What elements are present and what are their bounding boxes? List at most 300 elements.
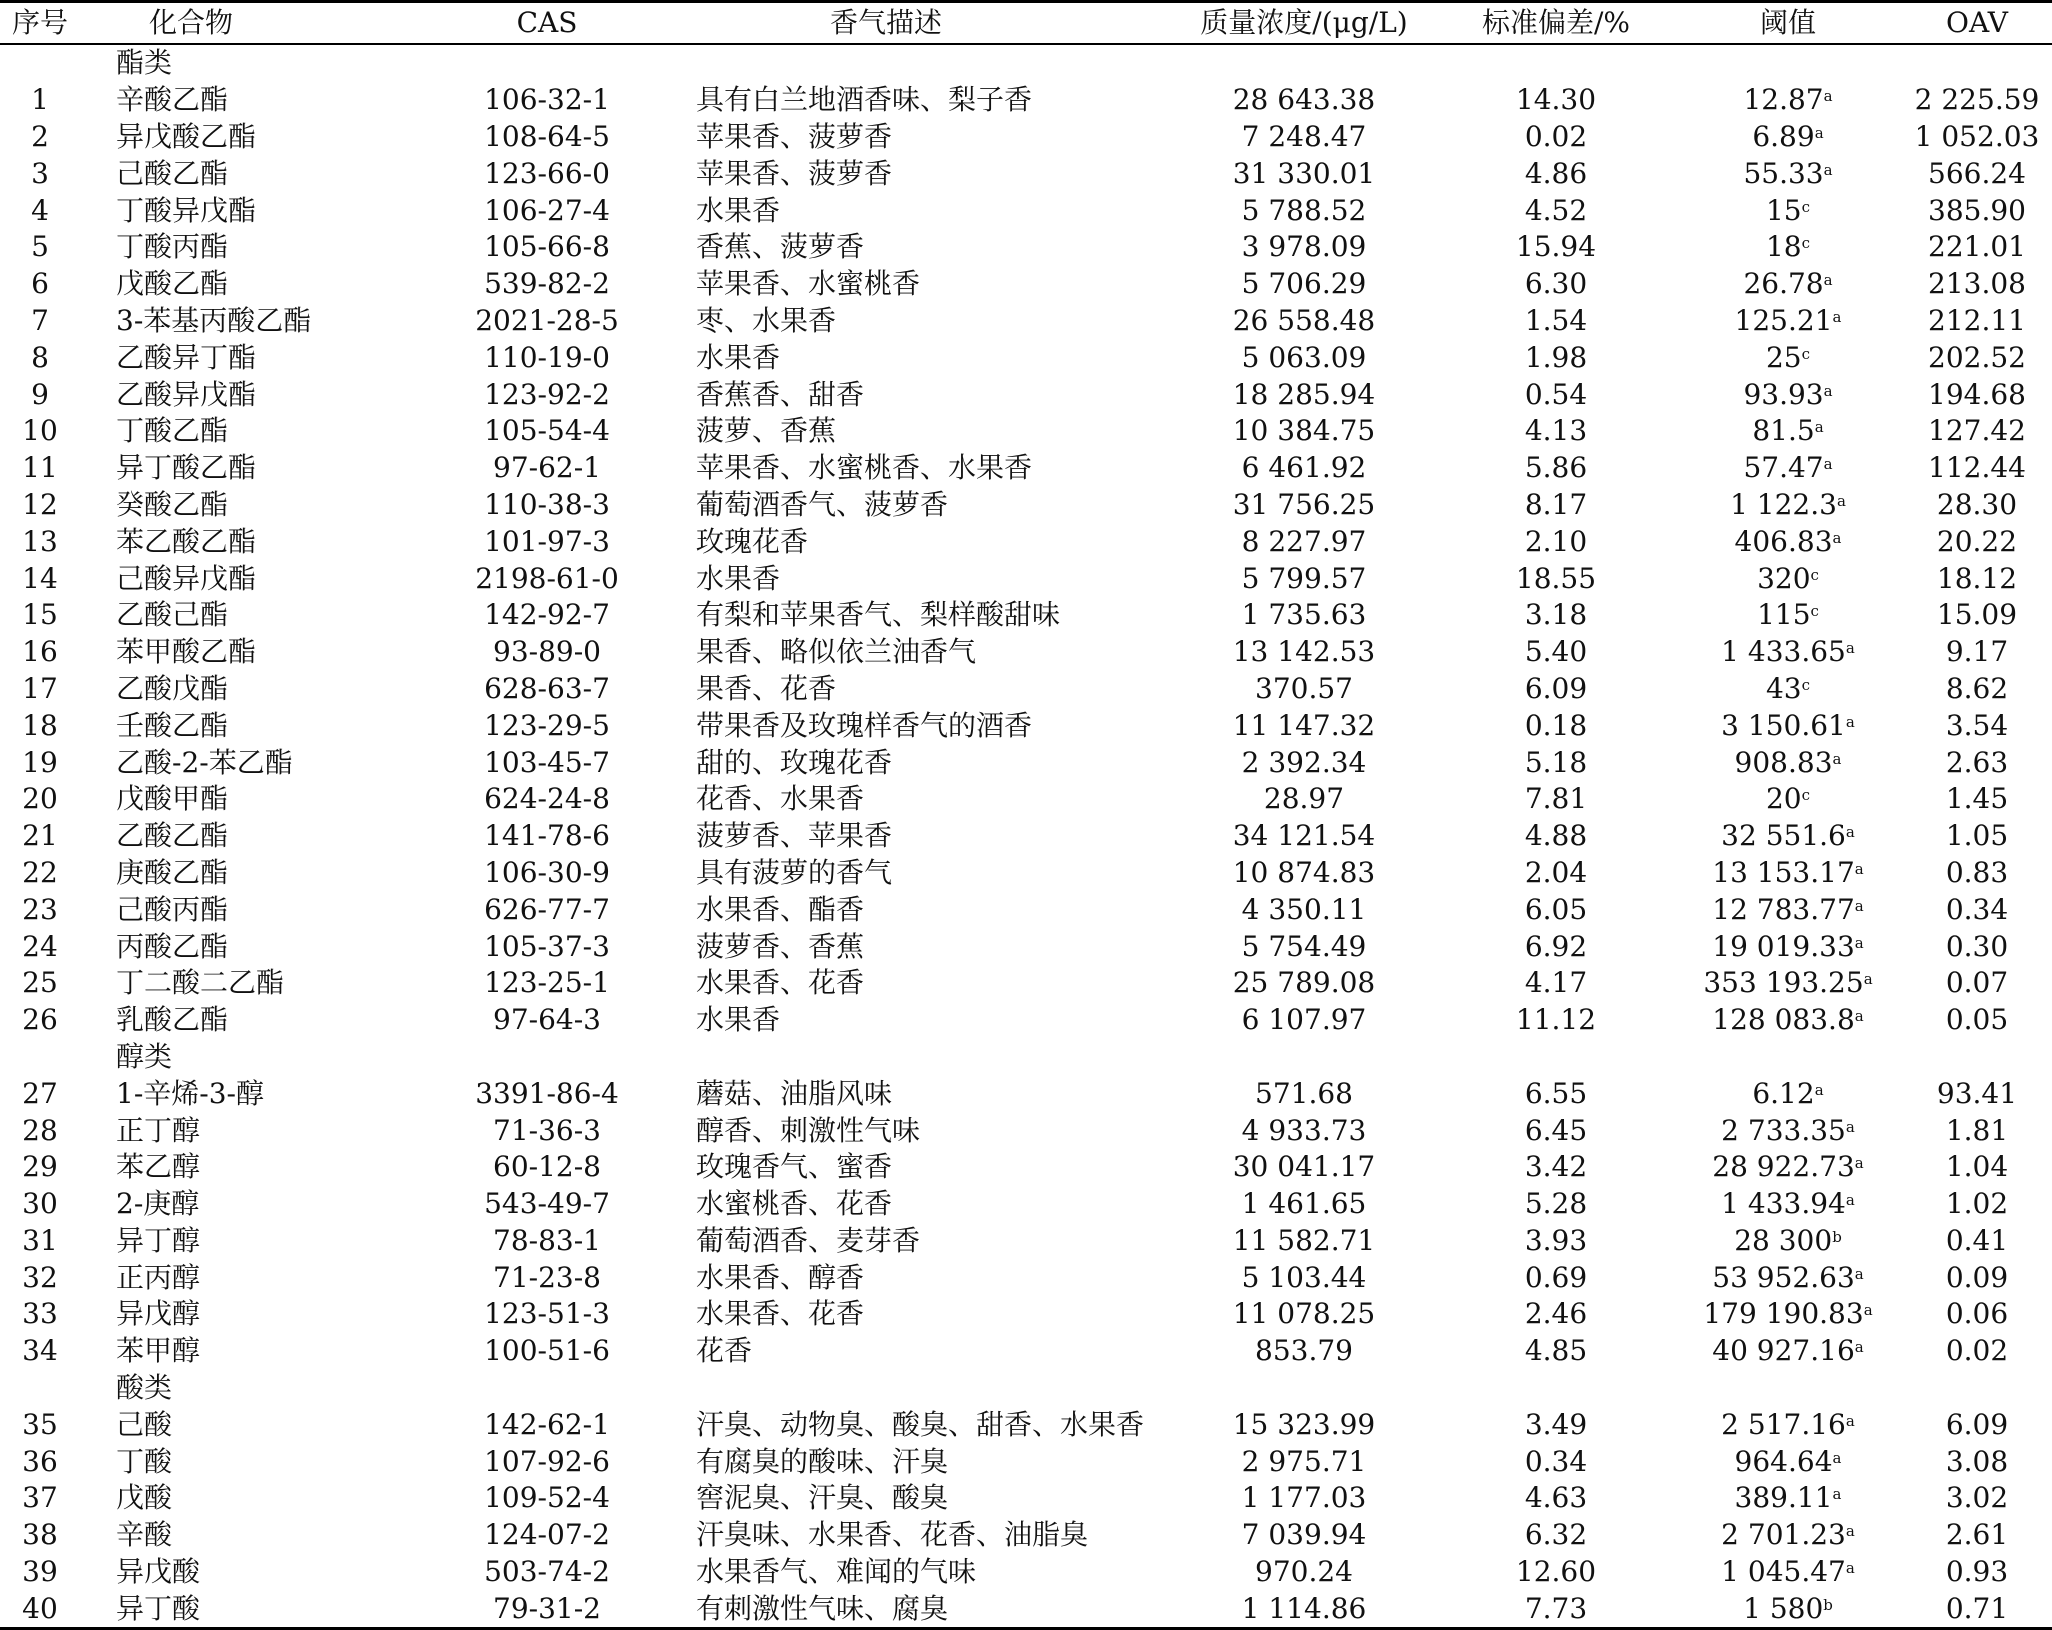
threshold-reference: a bbox=[1854, 933, 1864, 952]
standard-deviation: 4.52 bbox=[1524, 193, 1588, 227]
table-row bbox=[0, 1186, 2052, 1223]
threshold-value: 18 bbox=[1765, 230, 1802, 264]
threshold-reference: a bbox=[1854, 896, 1864, 915]
threshold-value: 908.83 bbox=[1734, 745, 1833, 779]
threshold bbox=[1674, 1443, 1902, 1480]
row-number: 30 bbox=[22, 1187, 58, 1221]
aroma-description: 水蜜桃香、花香 bbox=[696, 1187, 893, 1221]
threshold-value: 3 150.61 bbox=[1721, 708, 1846, 742]
compound-name: 苯甲酸乙酯 bbox=[116, 635, 257, 669]
threshold-value: 389.11 bbox=[1734, 1481, 1833, 1515]
table-row bbox=[0, 560, 2052, 597]
header-std-dev: 标准偏差/% bbox=[1438, 2, 1674, 45]
threshold bbox=[1674, 1259, 1902, 1296]
header-compound: 化合物 bbox=[80, 2, 432, 45]
mass-concentration: 6 461.92 bbox=[1241, 451, 1367, 485]
row-number: 31 bbox=[22, 1223, 58, 1257]
compound-name: 戊酸乙酯 bbox=[116, 267, 229, 301]
row-number: 23 bbox=[22, 892, 58, 926]
threshold bbox=[1674, 1112, 1902, 1149]
threshold bbox=[1674, 781, 1902, 818]
standard-deviation: 12.60 bbox=[1515, 1555, 1597, 1589]
aroma-description: 香蕉、菠萝香 bbox=[696, 230, 865, 264]
cas-number: 60-12-8 bbox=[493, 1150, 601, 1184]
threshold bbox=[1674, 1223, 1902, 1260]
threshold-reference: c bbox=[1801, 786, 1811, 805]
standard-deviation: 3.18 bbox=[1524, 598, 1588, 632]
threshold-reference: a bbox=[1836, 491, 1846, 510]
standard-deviation: 0.02 bbox=[1524, 119, 1588, 153]
threshold bbox=[1674, 155, 1902, 192]
row-number: 5 bbox=[31, 230, 49, 264]
cas-number: 105-37-3 bbox=[484, 929, 610, 963]
row-number: 8 bbox=[31, 340, 49, 374]
table-row bbox=[0, 818, 2052, 855]
compound-name: 乙酸戊酯 bbox=[116, 671, 229, 705]
row-number: 24 bbox=[22, 929, 58, 963]
oav-value: 0.71 bbox=[1902, 1590, 2052, 1628]
table-row bbox=[0, 855, 2052, 892]
compound-name: 辛酸 bbox=[116, 1518, 173, 1552]
threshold-reference: a bbox=[1863, 1301, 1873, 1320]
row-number: 1 bbox=[31, 83, 49, 117]
standard-deviation: 5.86 bbox=[1524, 451, 1588, 485]
category-label: 醇类 bbox=[116, 1039, 173, 1073]
cas-number: 97-62-1 bbox=[493, 451, 601, 485]
threshold-reference: a bbox=[1823, 381, 1833, 400]
threshold bbox=[1674, 1075, 1902, 1112]
aroma-description: 苹果香、菠萝香 bbox=[696, 156, 893, 190]
table-row bbox=[0, 1002, 2052, 1039]
threshold bbox=[1674, 339, 1902, 376]
oav-value: 1.02 bbox=[1945, 1187, 2009, 1221]
threshold-value: 1 433.65 bbox=[1721, 635, 1846, 669]
threshold-reference: a bbox=[1814, 1080, 1824, 1099]
mass-concentration: 30 041.17 bbox=[1232, 1150, 1376, 1184]
category-spacer bbox=[1902, 44, 2052, 82]
threshold bbox=[1674, 376, 1902, 413]
mass-concentration: 5 063.09 bbox=[1241, 340, 1367, 374]
mass-concentration: 25 789.08 bbox=[1232, 966, 1376, 1000]
cas-number: 141-78-6 bbox=[484, 819, 610, 853]
row-number: 27 bbox=[22, 1076, 58, 1110]
compound-name: 1-辛烯-3-醇 bbox=[116, 1076, 265, 1110]
threshold bbox=[1674, 928, 1902, 965]
row-number: 37 bbox=[22, 1481, 58, 1515]
row-number: 12 bbox=[22, 487, 58, 521]
oav-value: 0.30 bbox=[1945, 929, 2009, 963]
mass-concentration: 8 227.97 bbox=[1241, 524, 1367, 558]
compound-name: 丁酸异戊酯 bbox=[116, 193, 257, 227]
aroma-description: 带果香及玫瑰样香气的酒香 bbox=[696, 708, 1033, 742]
oav-value: 566.24 bbox=[1928, 156, 2026, 190]
threshold-reference: a bbox=[1845, 1191, 1855, 1210]
aroma-description: 窖泥臭、汗臭、酸臭 bbox=[696, 1481, 949, 1515]
threshold-value: 353 193.25 bbox=[1703, 966, 1864, 1000]
header-aroma: 香气描述 bbox=[662, 2, 1170, 45]
oav-value: 0.93 bbox=[1945, 1555, 2009, 1589]
mass-concentration: 5 799.57 bbox=[1241, 561, 1367, 595]
threshold-value: 12 783.77 bbox=[1712, 892, 1855, 926]
oav-value: 1 052.03 bbox=[1914, 119, 2040, 153]
row-number: 25 bbox=[22, 966, 58, 1000]
aroma-description: 玫瑰香气、蜜香 bbox=[696, 1150, 893, 1184]
threshold-value: 81.5 bbox=[1752, 414, 1815, 448]
threshold-value: 43 bbox=[1765, 671, 1802, 705]
compound-name: 庚酸乙酯 bbox=[116, 855, 229, 889]
category-spacer bbox=[0, 1370, 80, 1407]
oav-value: 0.83 bbox=[1945, 855, 2009, 889]
standard-deviation: 0.34 bbox=[1524, 1444, 1588, 1478]
table-row bbox=[0, 1149, 2052, 1186]
threshold-value: 1 580 bbox=[1743, 1591, 1824, 1625]
cas-number: 626-77-7 bbox=[484, 892, 610, 926]
aroma-description: 水果香 bbox=[696, 340, 781, 374]
mass-concentration: 11 147.32 bbox=[1232, 708, 1376, 742]
compound-name: 苯乙酸乙酯 bbox=[116, 524, 257, 558]
threshold-value: 28 300 bbox=[1734, 1223, 1833, 1257]
cas-number: 124-07-2 bbox=[484, 1518, 610, 1552]
standard-deviation: 5.28 bbox=[1524, 1187, 1588, 1221]
aroma-description: 苹果香、菠萝香 bbox=[696, 119, 893, 153]
standard-deviation: 4.85 bbox=[1524, 1334, 1588, 1368]
standard-deviation: 1.98 bbox=[1524, 340, 1588, 374]
threshold-value: 26.78 bbox=[1743, 267, 1824, 301]
standard-deviation: 15.94 bbox=[1515, 230, 1597, 264]
compound-name: 戊酸甲酯 bbox=[116, 782, 229, 816]
aroma-description: 有刺激性气味、腐臭 bbox=[662, 1590, 1170, 1628]
compound-name: 异戊醇 bbox=[116, 1297, 201, 1331]
aroma-description: 菠萝香、苹果香 bbox=[696, 819, 893, 853]
mass-concentration: 3 978.09 bbox=[1241, 230, 1367, 264]
threshold-reference: c bbox=[1801, 197, 1811, 216]
compound-name: 乙酸乙酯 bbox=[116, 819, 229, 853]
threshold-reference: a bbox=[1823, 160, 1833, 179]
aroma-description: 花香 bbox=[696, 1334, 753, 1368]
cas-number: 123-51-3 bbox=[484, 1297, 610, 1331]
cas-number: 539-82-2 bbox=[484, 267, 610, 301]
compound-name: 丙酸乙酯 bbox=[116, 929, 229, 963]
category-spacer bbox=[1438, 1039, 1674, 1076]
aroma-description: 醇香、刺激性气味 bbox=[696, 1113, 921, 1147]
threshold-value: 964.64 bbox=[1734, 1444, 1833, 1478]
oav-value: 0.07 bbox=[1945, 966, 2009, 1000]
compound-name: 异丁酸乙酯 bbox=[116, 451, 257, 485]
row-number: 21 bbox=[22, 819, 58, 853]
threshold-reference: a bbox=[1863, 970, 1873, 989]
oav-value: 2 225.59 bbox=[1914, 83, 2040, 117]
cas-number: 142-92-7 bbox=[484, 598, 610, 632]
oav-value: 3.54 bbox=[1945, 708, 2009, 742]
threshold-value: 6.12 bbox=[1752, 1076, 1815, 1110]
threshold bbox=[1674, 560, 1902, 597]
row-number: 32 bbox=[22, 1260, 58, 1294]
cas-number: 123-92-2 bbox=[484, 377, 610, 411]
aroma-description: 有梨和苹果香气、梨样酸甜味 bbox=[696, 598, 1061, 632]
row-number: 20 bbox=[22, 782, 58, 816]
table-row bbox=[0, 1517, 2052, 1554]
header-cas: CAS bbox=[432, 2, 662, 45]
standard-deviation: 2.10 bbox=[1524, 524, 1588, 558]
table-row bbox=[0, 965, 2052, 1002]
oav-value: 1.04 bbox=[1945, 1150, 2009, 1184]
row-number: 9 bbox=[31, 377, 49, 411]
table-row bbox=[0, 1554, 2052, 1591]
row-number: 34 bbox=[22, 1334, 58, 1368]
threshold-reference: c bbox=[1810, 602, 1819, 621]
compound-name: 丁酸丙酯 bbox=[116, 230, 229, 264]
standard-deviation: 7.73 bbox=[1438, 1590, 1674, 1628]
threshold bbox=[1674, 1406, 1902, 1443]
category-spacer bbox=[432, 1370, 662, 1407]
threshold-reference: a bbox=[1823, 271, 1833, 290]
threshold-value: 2 733.35 bbox=[1721, 1113, 1846, 1147]
threshold-value: 25 bbox=[1765, 340, 1802, 374]
threshold-value: 15 bbox=[1765, 193, 1802, 227]
threshold-reference: a bbox=[1854, 1007, 1864, 1026]
threshold-reference: a bbox=[1832, 528, 1842, 547]
threshold-value: 179 190.83 bbox=[1703, 1297, 1864, 1331]
row-number: 3 bbox=[31, 156, 49, 190]
aroma-description: 玫瑰花香 bbox=[696, 524, 809, 558]
threshold-reference: c bbox=[1810, 565, 1819, 584]
standard-deviation: 5.40 bbox=[1524, 635, 1588, 669]
threshold bbox=[1674, 634, 1902, 671]
threshold-value: 55.33 bbox=[1743, 156, 1824, 190]
threshold bbox=[1674, 523, 1902, 560]
mass-concentration: 1 114.86 bbox=[1170, 1590, 1438, 1628]
threshold bbox=[1674, 487, 1902, 524]
threshold-value: 1 045.47 bbox=[1721, 1555, 1846, 1589]
mass-concentration: 5 706.29 bbox=[1241, 267, 1367, 301]
standard-deviation: 4.63 bbox=[1524, 1481, 1588, 1515]
table-row bbox=[0, 891, 2052, 928]
category-spacer bbox=[1170, 44, 1438, 82]
oav-value: 0.09 bbox=[1945, 1260, 2009, 1294]
compound-name: 壬酸乙酯 bbox=[116, 708, 229, 742]
threshold-reference: a bbox=[1832, 749, 1842, 768]
category-spacer bbox=[1438, 1370, 1674, 1407]
compound-name: 己酸异戊酯 bbox=[116, 561, 257, 595]
compound-name: 己酸丙酯 bbox=[116, 892, 229, 926]
aroma-description: 果香、略似依兰油香气 bbox=[696, 635, 977, 669]
aroma-description: 葡萄酒香气、菠萝香 bbox=[696, 487, 949, 521]
threshold-reference: a bbox=[1845, 639, 1855, 658]
compound-name: 辛酸乙酯 bbox=[116, 83, 229, 117]
table-row bbox=[0, 339, 2052, 376]
oav-value: 1.05 bbox=[1945, 819, 2009, 853]
threshold bbox=[1674, 1002, 1902, 1039]
row-number: 40 bbox=[0, 1590, 80, 1628]
table-row bbox=[0, 376, 2052, 413]
mass-concentration: 1 461.65 bbox=[1241, 1187, 1367, 1221]
oav-value: 202.52 bbox=[1928, 340, 2026, 374]
table-row bbox=[0, 192, 2052, 229]
row-number: 35 bbox=[22, 1407, 58, 1441]
category-spacer bbox=[1674, 1039, 1902, 1076]
row-number: 18 bbox=[22, 708, 58, 742]
table-row bbox=[0, 707, 2052, 744]
category-row bbox=[0, 44, 2052, 82]
category-spacer bbox=[662, 44, 1170, 82]
threshold-reference: a bbox=[1845, 1411, 1855, 1430]
oav-value: 0.41 bbox=[1945, 1223, 2009, 1257]
mass-concentration: 7 039.94 bbox=[1241, 1518, 1367, 1552]
cas-number: 106-32-1 bbox=[484, 83, 610, 117]
mass-concentration: 28 643.38 bbox=[1232, 83, 1376, 117]
oav-value: 2.63 bbox=[1945, 745, 2009, 779]
cas-number: 101-97-3 bbox=[484, 524, 610, 558]
header-oav: OAV bbox=[1902, 2, 2052, 45]
table-row bbox=[0, 744, 2052, 781]
row-number: 36 bbox=[22, 1444, 58, 1478]
aroma-description: 有腐臭的酸味、汗臭 bbox=[696, 1444, 949, 1478]
mass-concentration: 10 384.75 bbox=[1232, 414, 1376, 448]
row-number: 16 bbox=[22, 635, 58, 669]
aroma-description: 枣、水果香 bbox=[696, 303, 837, 337]
cas-number: 624-24-8 bbox=[484, 782, 610, 816]
threshold-reference: a bbox=[1854, 1264, 1864, 1283]
aroma-description: 汗臭、动物臭、酸臭、甜香、水果香 bbox=[696, 1407, 1145, 1441]
mass-concentration: 1 177.03 bbox=[1241, 1481, 1367, 1515]
threshold-reference: a bbox=[1832, 1485, 1842, 1504]
category-spacer bbox=[1438, 44, 1674, 82]
row-number: 10 bbox=[22, 414, 58, 448]
mass-concentration: 5 103.44 bbox=[1241, 1260, 1367, 1294]
threshold bbox=[1674, 1590, 1902, 1628]
mass-concentration: 2 975.71 bbox=[1241, 1444, 1367, 1478]
threshold-reference: a bbox=[1854, 859, 1864, 878]
oav-value: 112.44 bbox=[1928, 451, 2026, 485]
threshold bbox=[1674, 82, 1902, 119]
threshold-value: 13 153.17 bbox=[1712, 855, 1855, 889]
category-label: 酸类 bbox=[116, 1371, 173, 1405]
category-row bbox=[0, 1039, 2052, 1076]
threshold bbox=[1674, 965, 1902, 1002]
mass-concentration: 5 788.52 bbox=[1241, 193, 1367, 227]
aroma-description: 花香、水果香 bbox=[696, 782, 865, 816]
table-row bbox=[0, 671, 2052, 708]
standard-deviation: 1.54 bbox=[1524, 303, 1588, 337]
row-number: 29 bbox=[22, 1150, 58, 1184]
threshold-value: 1 433.94 bbox=[1721, 1187, 1846, 1221]
cas-number: 628-63-7 bbox=[484, 671, 610, 705]
threshold-reference: a bbox=[1854, 1338, 1864, 1357]
row-number: 15 bbox=[22, 598, 58, 632]
compound-name: 异戊酸乙酯 bbox=[116, 119, 257, 153]
threshold bbox=[1674, 192, 1902, 229]
table-row bbox=[0, 1112, 2052, 1149]
threshold bbox=[1674, 855, 1902, 892]
cas-number: 97-64-3 bbox=[493, 1003, 601, 1037]
threshold-reference: a bbox=[1823, 455, 1833, 474]
mass-concentration: 853.79 bbox=[1255, 1334, 1353, 1368]
aroma-description: 甜的、玫瑰花香 bbox=[696, 745, 893, 779]
oav-value: 20.22 bbox=[1936, 524, 2018, 558]
threshold bbox=[1674, 1149, 1902, 1186]
aroma-description: 葡萄酒香、麦芽香 bbox=[696, 1223, 921, 1257]
threshold bbox=[1674, 597, 1902, 634]
cas-number: 110-19-0 bbox=[484, 340, 610, 374]
cas-number: 100-51-6 bbox=[484, 1334, 610, 1368]
category-spacer bbox=[0, 44, 80, 82]
threshold bbox=[1674, 891, 1902, 928]
compound-name: 丁酸 bbox=[116, 1444, 173, 1478]
compound-name: 乙酸异丁酯 bbox=[116, 340, 257, 374]
threshold bbox=[1674, 266, 1902, 303]
row-number: 11 bbox=[22, 451, 58, 485]
standard-deviation: 6.55 bbox=[1524, 1076, 1588, 1110]
category-spacer bbox=[432, 1039, 662, 1076]
mass-concentration: 34 121.54 bbox=[1232, 819, 1376, 853]
threshold-value: 12.87 bbox=[1743, 83, 1824, 117]
mass-concentration: 4 350.11 bbox=[1241, 892, 1367, 926]
header-no: 序号 bbox=[0, 2, 80, 45]
mass-concentration: 4 933.73 bbox=[1241, 1113, 1367, 1147]
compound-name: 2-庚醇 bbox=[116, 1187, 200, 1221]
standard-deviation: 18.55 bbox=[1515, 561, 1597, 595]
threshold-reference: c bbox=[1801, 344, 1811, 363]
threshold bbox=[1674, 707, 1902, 744]
row-number: 17 bbox=[22, 671, 58, 705]
mass-concentration: 970.24 bbox=[1255, 1555, 1353, 1589]
threshold-reference: a bbox=[1832, 307, 1842, 326]
category-spacer bbox=[1170, 1370, 1438, 1407]
standard-deviation: 3.49 bbox=[1524, 1407, 1588, 1441]
compound-name: 异丁醇 bbox=[116, 1223, 201, 1257]
table-row bbox=[0, 119, 2052, 156]
mass-concentration: 11 078.25 bbox=[1232, 1297, 1376, 1331]
oav-value: 3.08 bbox=[1945, 1444, 2009, 1478]
mass-concentration: 6 107.97 bbox=[1241, 1003, 1367, 1037]
row-number: 7 bbox=[31, 303, 49, 337]
cas-number: 106-30-9 bbox=[484, 855, 610, 889]
compound-name: 3-苯基丙酸乙酯 bbox=[116, 303, 312, 337]
cas-number: 110-38-3 bbox=[484, 487, 610, 521]
compound-name: 乙酸-2-苯乙酯 bbox=[116, 745, 293, 779]
aroma-description: 水果香 bbox=[696, 561, 781, 595]
cas-number: 108-64-5 bbox=[484, 119, 610, 153]
mass-concentration: 15 323.99 bbox=[1232, 1407, 1376, 1441]
table-row bbox=[0, 1223, 2052, 1260]
threshold-value: 6.89 bbox=[1752, 119, 1815, 153]
threshold-reference: a bbox=[1823, 87, 1833, 106]
threshold-value: 320 bbox=[1757, 561, 1811, 595]
cas-number: 123-25-1 bbox=[484, 966, 610, 1000]
standard-deviation: 6.32 bbox=[1524, 1518, 1588, 1552]
compound-name: 正丙醇 bbox=[116, 1260, 201, 1294]
table-row bbox=[0, 450, 2052, 487]
compound-name: 癸酸乙酯 bbox=[116, 487, 229, 521]
oav-value: 9.17 bbox=[1945, 635, 2009, 669]
aroma-description: 水果香气、难闻的气味 bbox=[696, 1555, 977, 1589]
threshold-value: 128 083.8 bbox=[1712, 1003, 1855, 1037]
threshold bbox=[1674, 1480, 1902, 1517]
mass-concentration: 7 248.47 bbox=[1241, 119, 1367, 153]
header-row bbox=[0, 2, 2052, 45]
oav-value: 221.01 bbox=[1928, 230, 2026, 264]
mass-concentration: 2 392.34 bbox=[1241, 745, 1367, 779]
threshold-value: 115 bbox=[1757, 598, 1811, 632]
cas-number: 79-31-2 bbox=[432, 1590, 662, 1628]
category-spacer bbox=[1170, 1039, 1438, 1076]
mass-concentration: 26 558.48 bbox=[1232, 303, 1376, 337]
table-row bbox=[0, 634, 2052, 671]
threshold-reference: a bbox=[1845, 712, 1855, 731]
table-row bbox=[0, 1075, 2052, 1112]
oav-value: 2.61 bbox=[1945, 1518, 2009, 1552]
compound-name: 乙酸异戊酯 bbox=[116, 377, 257, 411]
